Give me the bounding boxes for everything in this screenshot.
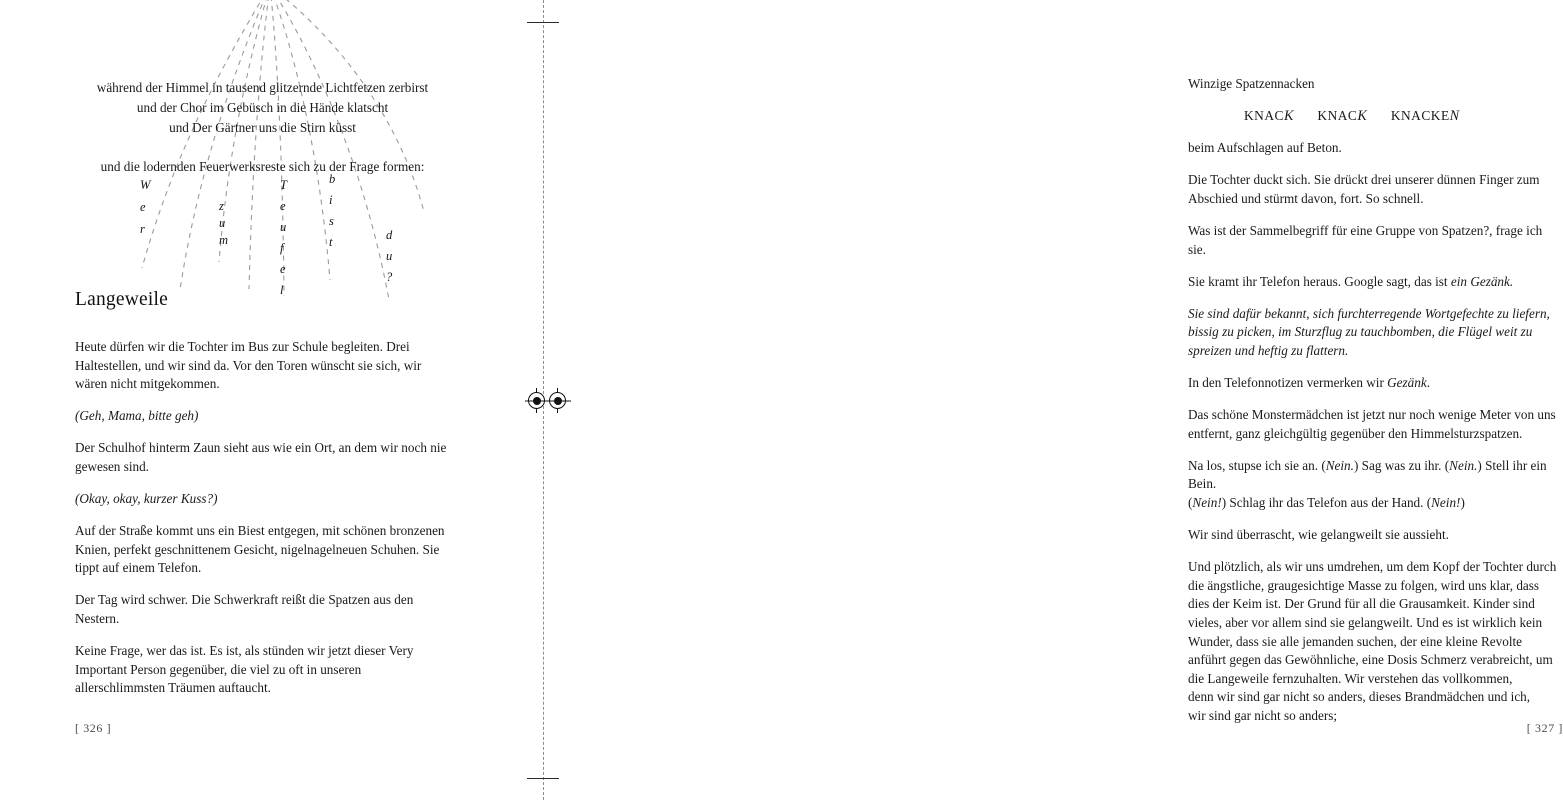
- paragraph: (Okay, okay, kurzer Kuss?): [75, 491, 218, 507]
- cascade-letter: W: [140, 178, 151, 192]
- cascade-letter: u: [280, 220, 287, 234]
- cascade-letter: s: [329, 214, 334, 228]
- cascade-letter: u: [386, 249, 393, 263]
- paragraph: Sie sind dafür bekannt, sich furchterregende Wortgefechte zu liefern, bissig zu picken, im Sturzflug zu tauchbomben, die Flügel weit zu spreizen und heftig zu flattern.: [1188, 305, 1550, 358]
- cascade-letter: i: [329, 193, 333, 207]
- paragraph: Der Tag wird schwer. Die Schwerkraft reißt die Spatzen aus den Nestern.: [75, 592, 414, 627]
- knack-word-head: KNAC: [1317, 108, 1358, 124]
- knack-word-tail: K: [1283, 108, 1294, 125]
- cascade-letter: r: [140, 222, 145, 236]
- cascade-letter: b: [329, 172, 336, 186]
- paragraph: Was ist der Sammelbegriff für eine Gruppe von Spatzen?, frage ich sie.: [1188, 222, 1543, 257]
- cascading-question-letters: [0, 0, 543, 330]
- cascade-letter: l: [280, 283, 284, 297]
- knack-word: [1391, 108, 1459, 123]
- cascade-letter: ?: [386, 270, 393, 284]
- chapter-title: Langeweile: [75, 289, 168, 310]
- cascade-letter: d: [386, 228, 393, 242]
- verso-body-text: [75, 338, 450, 711]
- knack-word-head: KNACKE: [1390, 108, 1450, 124]
- paragraph: Sie kramt ihr Telefon heraus. Google sagt, das ist ein Gezänk.: [1188, 273, 1514, 289]
- cascade-letter: m: [219, 233, 229, 247]
- paragraph: Die Tochter duckt sich. Sie drückt drei unserer dünnen Finger zum Abschied und stürmt davon, fort. So schnell.: [1188, 172, 1540, 206]
- knack-word: [1244, 108, 1293, 123]
- recto-body-text: [1188, 75, 1563, 739]
- folio-verso: [ 326 ]: [75, 721, 112, 735]
- knack-word-head: KNAC: [1244, 108, 1284, 124]
- knack-word: [1317, 108, 1366, 123]
- paragraph: (Geh, Mama, bitte geh): [75, 408, 199, 424]
- folio-recto: [ 327 ]: [1526, 721, 1563, 735]
- knack-word-tail: N: [1449, 108, 1460, 125]
- verse-line-3: und Der Gärtner uns die Stirn küsst: [169, 120, 356, 135]
- paragraph: Heute dürfen wir die Tochter im Bus zur Schule begleiten. Drei Haltestellen, und wir sind da. Vor den Toren wünscht sie sich, wir wären nicht mitgekommen.: [75, 339, 422, 392]
- page-verso: [0, 0, 543, 800]
- paragraph: beim Aufschlagen auf Beton.: [1188, 140, 1342, 156]
- paragraph: In den Telefonnotizen vermerken wir Gezänk.: [1188, 375, 1430, 391]
- verse-closing-line: und die lodernden Feuerwerksreste sich zu der Frage formen:: [100, 159, 425, 174]
- knack-word-tail: K: [1357, 108, 1367, 125]
- paragraph: Na los, stupse ich sie an. (Nein.) Sag was zu ihr. (Nein.) Stell ihr ein Bein. (Nein!) Schlag ihr das Telefon aus der Hand. (Nein!): [1188, 457, 1547, 510]
- cascade-letter: z: [219, 199, 224, 213]
- cascade-letter: e: [280, 199, 286, 213]
- paragraph: Der Schulhof hinterm Zaun sieht aus wie ein Ort, an dem wir noch nie gewesen sind.: [75, 440, 447, 474]
- page-recto: [545, 0, 1563, 800]
- paragraph: Auf der Straße kommt uns ein Biest entgegen, mit schönen bronzenen Knien, perfekt geschnittenem Gesicht, nigelnagelneuen Schuhen. Sie tippt auf einem Telefon.: [75, 523, 445, 576]
- cascade-letter: e: [140, 200, 146, 214]
- paragraph: Wir sind überrascht, wie gelangweilt sie aussieht.: [1188, 527, 1449, 543]
- verse-line-2: und der Chor im Gebüsch in die Hände klatscht: [136, 100, 389, 115]
- cascade-letter: t: [329, 235, 333, 249]
- cascade-letter: f: [280, 241, 284, 255]
- paragraph: Das schöne Monstermädchen ist jetzt nur noch wenige Meter von uns entfernt, ganz gleichgültig gegenüber den Himmelsturzspatzen.: [1188, 407, 1556, 441]
- cascade-letter: u: [219, 216, 226, 230]
- paragraph: Keine Frage, wer das ist. Es ist, als stünden wir jetzt dieser Very Important Person gegenüber, die viel zu oft in unseren allerschlimmsten Träumen auftaucht.: [75, 643, 414, 696]
- cascade-letter: e: [280, 262, 286, 276]
- recto-opening-line: Winzige Spatzennacken: [1188, 76, 1315, 91]
- cascade-letter: T: [280, 178, 287, 192]
- verse-line-1: während der Himmel in tausend glitzernde Lichtfetzen zerbirst: [96, 80, 429, 95]
- knack-onomatopoeia-line: [1188, 107, 1563, 126]
- paragraph: Und plötzlich, als wir uns umdrehen, um dem Kopf der Tochter durch die ängstliche, graugesichtige Masse zu folgen, wird uns klar, dass dies der Keim ist. Der Grund für all die Grausamkeit. Kinder sind vieles, aber vor allem sind sie gelangweilt. Und es ist wirklich kein Wunder, dass sie alle jemanden suchen, der eine kleine Revolte anführt gegen das Gewöhnliche, eine Dosis Schmerz verabreicht, um die Langeweile fernzuhalten. Wir verstehen das vollkommen, denn wir sind gar nicht so anders, dieses Brandmädchen und ich, wir sind gar nicht so anders;: [1188, 559, 1557, 723]
